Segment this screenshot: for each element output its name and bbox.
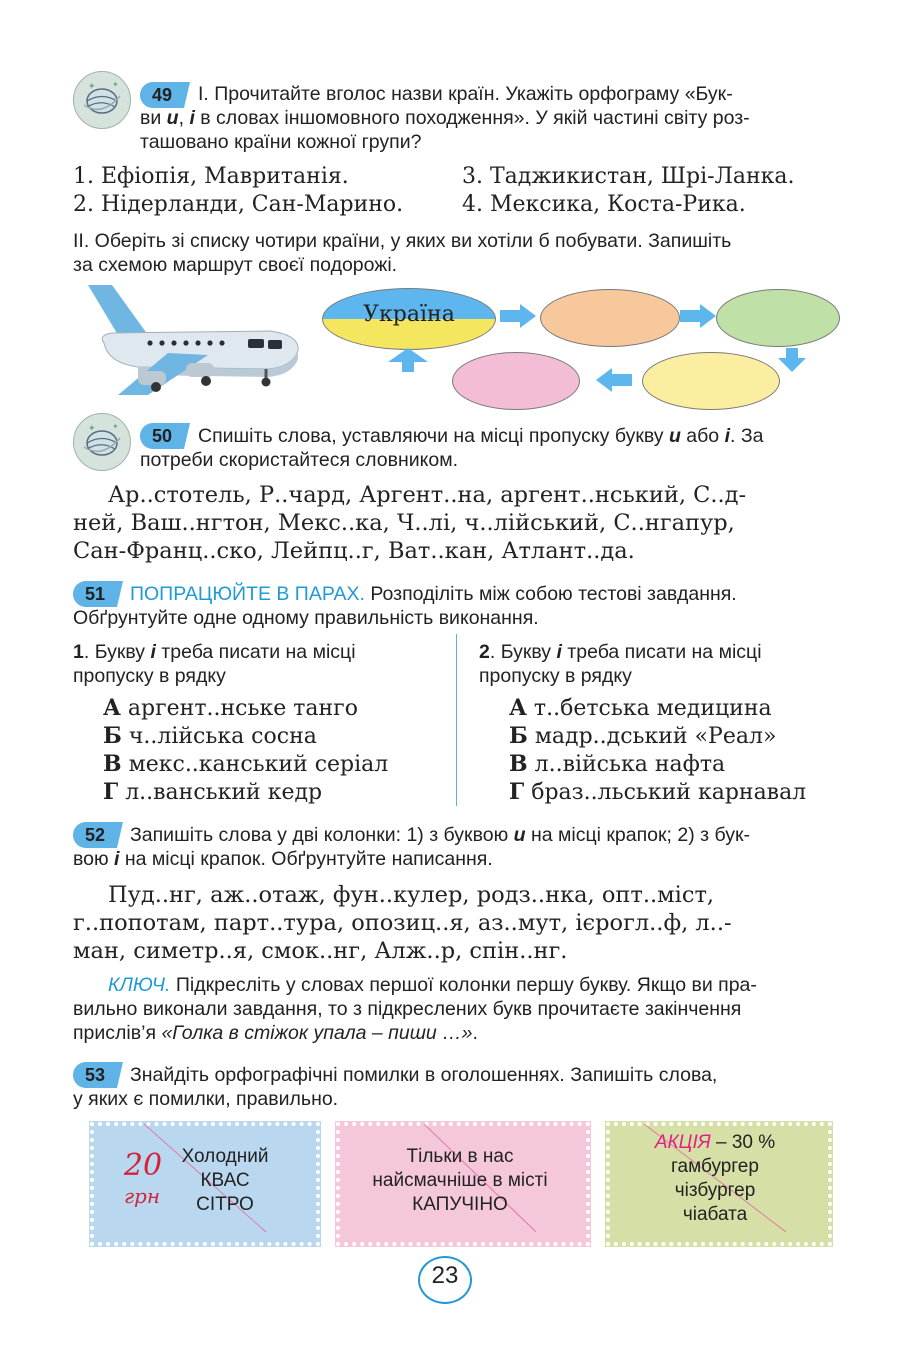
- test-1-option-c: В мекс..канський серіал: [103, 751, 389, 777]
- exercise-52-words-line2: г..попотам, парт..тура, опозиц..я, аз..мут, ієрогл..ф, л..-: [73, 910, 732, 936]
- globe-icon: [73, 413, 131, 471]
- exercise-52-words-line1: Пуд..нг, аж..отаж, фун..кулер, родз..нка, опт..міст,: [108, 882, 715, 908]
- exercise-53-number: 53: [84, 1065, 106, 1085]
- exercise-51-instruction: ПОПРАЦЮЙТЕ В ПАРАХ. Розподіліть між собою тестові завдання.: [130, 583, 737, 605]
- ad-price: 20: [123, 1148, 163, 1183]
- arrow-down-icon: [778, 348, 806, 372]
- country-group-3: 3. Таджикистан, Шрі-Ланка.: [462, 164, 795, 189]
- exercise-50-words-line3: Сан-Франц..ско, Лейпц..г, Ват..кан, Атлант..да.: [73, 538, 635, 564]
- exercise-49-part2: ІІ. Оберіть зі списку чотири країни, у яких ви хотіли б побувати. Запишіть: [73, 230, 732, 252]
- test-2-option-d: Г браз..льський карнавал: [509, 779, 807, 805]
- exercise-49-part2-line2: за схемою маршрут своєї подорожі.: [73, 254, 398, 276]
- page-number: 23: [431, 1262, 459, 1289]
- exercise-52-key: КЛЮЧ. Підкресліть у словах першої колонки першу букву. Якщо ви пра-: [108, 974, 757, 996]
- svg-text:✦: ✦: [88, 81, 96, 91]
- country-group-1: 1. Ефіопія, Мавританія.: [73, 164, 349, 189]
- ad-kvas-text: Холодний КВАС СІТРО: [181, 1146, 269, 1215]
- exercise-52-words-line3: ман, симетр..я, смок..нг, Алж..р, спін..нг.: [73, 938, 568, 964]
- exercise-52-badge: [73, 821, 125, 849]
- exercise-50-instruction: Спишіть слова, уставляючи на місці пропуску букву и або і. За: [198, 425, 764, 447]
- arrow-left-icon: [596, 368, 632, 392]
- airplane-illustration: [78, 283, 308, 403]
- exercise-49-instruction: І. Прочитайте вголос назви країн. Укажіть орфограму «Бук-: [198, 83, 733, 105]
- exercise-53-instruction: Знайдіть орфографічні помилки в оголошеннях. Запишіть слова,: [130, 1064, 718, 1086]
- exercise-50-instruction-line2: потреби скористайтеся словником.: [140, 449, 459, 471]
- test-2-option-c: В л..війська нафта: [509, 751, 726, 777]
- arrow-right-icon: [500, 304, 536, 328]
- route-stop-3[interactable]: [716, 289, 840, 347]
- test-1-question-line2: пропуску в рядку: [73, 665, 226, 687]
- test-1-option-a: А аргент..нське танго: [103, 695, 358, 721]
- svg-text:✦: ✦: [112, 422, 119, 431]
- test-2-option-a: А т..бетська медицина: [509, 695, 772, 721]
- arrow-right-icon: [680, 304, 716, 328]
- route-start-label: Україна: [363, 302, 455, 327]
- exercise-52-instruction-line2: вою і на місці крапок. Обґрунтуйте написання.: [73, 848, 493, 870]
- country-group-2: 2. Нідерланди, Сан-Марино.: [73, 192, 404, 217]
- exercise-52-key-line2: вильно виконали завдання, то з підкреслених букв прочитаєте закінчення: [73, 998, 742, 1020]
- route-stop-4[interactable]: [642, 352, 780, 410]
- exercise-50-number: 50: [151, 426, 173, 446]
- test-1-option-b: Б ч..лійська сосна: [103, 723, 317, 749]
- route-stop-5[interactable]: [452, 352, 580, 410]
- route-stop-2[interactable]: [540, 289, 680, 347]
- exercise-51-instruction-line2: Обґрунтуйте одне одному правильність виконання.: [73, 607, 539, 629]
- test-2-option-b: Б мадр..дський «Реал»: [509, 723, 777, 749]
- exercise-51-number: 51: [84, 584, 106, 604]
- svg-text:✦: ✦: [88, 423, 96, 433]
- ad-cappuccino-text: Тільки в нас найсмачніше в місті КАПУЧІНО: [372, 1146, 548, 1215]
- globe-icon: [73, 71, 131, 129]
- exercise-52-instruction: Запишіть слова у дві колонки: 1) з буквою и на місці крапок; 2) з бук-: [130, 824, 751, 846]
- exercise-49-instruction-line3: ташовано країни кожної групи?: [140, 131, 422, 153]
- exercise-50-badge: [140, 422, 192, 450]
- exercise-49-badge: [140, 81, 192, 109]
- test-1-option-d: Г л..ванський кедр: [103, 779, 323, 805]
- exercise-49-number: 49: [151, 85, 173, 105]
- ad-promo-text: АКЦІЯ – 30 % гамбургер чізбургер чіабата: [654, 1132, 776, 1225]
- exercise-52-number: 52: [84, 825, 106, 845]
- exercise-51-badge: [73, 580, 125, 608]
- exercise-49-instruction-line2: ви и, і в словах іншомовного походження». У якій частині світу роз-: [140, 107, 750, 129]
- exercise-53-badge: [73, 1061, 125, 1089]
- exercise-50-words-line1: Ар..стотель, Р..чард, Аргент..на, аргент..нський, С..д-: [108, 482, 747, 508]
- arrow-up-icon: [388, 348, 428, 372]
- test-2-question: 2. Букву і треба писати на місці: [479, 641, 762, 663]
- exercise-52-key-line3: прислів’я «Голка в стіжок упала – пиши …».: [73, 1022, 478, 1044]
- test-column-divider: [456, 634, 457, 806]
- exercise-50-words-line2: ней, Ваш..нгтон, Мекс..ка, Ч..лі, ч..лійський, С..нгапур,: [73, 510, 735, 536]
- svg-text:✦: ✦: [112, 80, 119, 89]
- exercise-53-instruction-line2: у яких є помилки, правильно.: [73, 1088, 339, 1110]
- test-1-question: 1. Букву і треба писати на місці: [73, 641, 356, 663]
- country-group-4: 4. Мексика, Коста-Рика.: [462, 192, 746, 217]
- test-2-question-line2: пропуску в рядку: [479, 665, 632, 687]
- ad-currency: грн: [123, 1184, 161, 1208]
